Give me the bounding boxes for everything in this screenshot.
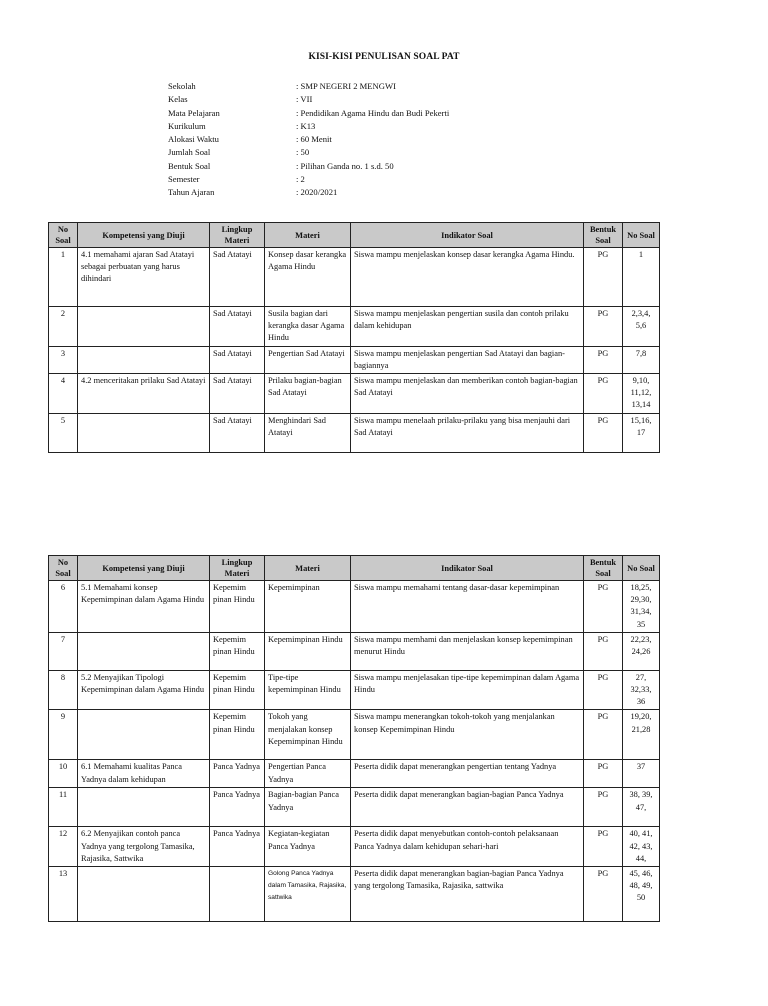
nomor-soal-cell: 27, 32,33, 36: [623, 670, 660, 710]
meta-row-semester: [168, 173, 449, 186]
kompetensi-cell: 6.2 Menyajikan contoh panca Yadnya yang tergolong Tamasika, Rajasika, Sattwika: [78, 827, 210, 867]
bentuk-cell: PG: [584, 374, 623, 414]
materi-cell: Menghindari Sad Atatayi: [265, 413, 351, 452]
lingkup-cell: Panca Yadnya: [210, 788, 265, 827]
indikator-cell: Siswa mampu menjelaskan dan memberikan contoh bagian-bagian Sad Atatayi: [351, 374, 584, 414]
nomor-soal-cell: 15,16, 17: [623, 413, 660, 452]
meta-value: : 2: [296, 174, 305, 185]
header-bentuk-soal: Bentuk Soal: [584, 223, 623, 248]
header-indikator-soal: Indikator Soal: [351, 556, 584, 581]
indikator-cell: Siswa mampu menjelasakan tipe-tipe kepemimpinan dalam Agama Hindu: [351, 670, 584, 710]
indikator-cell: Peserta didik dapat menerangkan bagian-bagian Panca Yadnya: [351, 788, 584, 827]
meta-label: Sekolah: [168, 81, 196, 91]
bentuk-cell: PG: [584, 867, 623, 922]
lingkup-cell: Sad Atatayi: [210, 307, 265, 347]
materi-cell: Konsep dasar kerangka Agama Hindu: [265, 248, 351, 307]
lingkup-cell: [210, 867, 265, 922]
kompetensi-cell: [78, 346, 210, 373]
bentuk-cell: PG: [584, 710, 623, 760]
kompetensi-cell: [78, 867, 210, 922]
nomor-soal-cell: 37: [623, 760, 660, 788]
header-lingkup-materi: Lingkup Materi: [210, 223, 265, 248]
kompetensi-cell: 5.2 Menyajikan Tipologi Kepemimpinan dalam Agama Hindu: [78, 670, 210, 710]
lingkup-cell: Kepemim pinan Hindu: [210, 632, 265, 670]
meta-value: : 50: [296, 147, 310, 158]
nomor-soal-cell: 18,25, 29,30, 31,34, 35: [623, 581, 660, 633]
row-number: 10: [49, 760, 78, 788]
kompetensi-cell: 5.1 Memahami konsep Kepemimpinan dalam Agama Hindu: [78, 581, 210, 633]
header-materi: Materi: [265, 223, 351, 248]
kompetensi-cell: [78, 710, 210, 760]
indikator-cell: Siswa mampu memahami tentang dasar-dasar kepemimpinan: [351, 581, 584, 633]
kisi-kisi-table-2: [48, 555, 660, 922]
materi-cell: Golong Panca Yadnya dalam Tamasika, Rajasika, sattwika: [265, 867, 351, 922]
bentuk-cell: PG: [584, 413, 623, 452]
bentuk-cell: PG: [584, 827, 623, 867]
indikator-cell: Peserta didik dapat menyebutkan contoh-contoh pelaksanaan Panca Yadnya dalam kehidupan sehari-hari: [351, 827, 584, 867]
header-lingkup-materi: Lingkup Materi: [210, 556, 265, 581]
lingkup-cell: Panca Yadnya: [210, 760, 265, 788]
bentuk-cell: PG: [584, 248, 623, 307]
indikator-cell: Peserta didik dapat menerangkan pengertian tentang Yadnya: [351, 760, 584, 788]
lingkup-cell: Sad Atatayi: [210, 374, 265, 414]
table-row: [49, 827, 660, 867]
row-number: 5: [49, 413, 78, 452]
table-row: [49, 581, 660, 633]
kompetensi-cell: 4.2 menceritakan prilaku Sad Atatayi: [78, 374, 210, 414]
table-row: [49, 760, 660, 788]
indikator-cell: Siswa mampu menerangkan tokoh-tokoh yang menjalankan konsep Kepemimpinan Hindu: [351, 710, 584, 760]
indikator-cell: Siswa mampu menjelaskan konsep dasar kerangka Agama Hindu.: [351, 248, 584, 307]
lingkup-cell: Kepemim pinan Hindu: [210, 670, 265, 710]
header-no-soal: No Soal: [49, 556, 78, 581]
row-number: 6: [49, 581, 78, 633]
lingkup-cell: Panca Yadnya: [210, 827, 265, 867]
meta-value: : Pendidikan Agama Hindu dan Budi Pekerti: [296, 107, 450, 118]
meta-row-jumlah-soal: [168, 146, 449, 159]
nomor-soal-cell: 7,8: [623, 346, 660, 373]
table-row: [49, 248, 660, 307]
lingkup-cell: Kepemim pinan Hindu: [210, 710, 265, 760]
meta-label: Tahun Ajaran: [168, 187, 215, 198]
bentuk-cell: PG: [584, 788, 623, 827]
meta-row-mata-pelajaran: [168, 107, 449, 120]
bentuk-cell: PG: [584, 760, 623, 788]
meta-row-kurikulum: [168, 120, 449, 133]
row-number: 9: [49, 710, 78, 760]
meta-row-tahun-ajaran: [168, 186, 449, 199]
header-nomor-soal: No Soal: [623, 223, 660, 248]
meta-label: Alokasi Waktu: [168, 134, 219, 145]
meta-row-kelas: [168, 93, 449, 106]
kompetensi-cell: [78, 307, 210, 347]
table-header-row: [49, 556, 660, 581]
indikator-cell: Siswa mampu menelaah prilaku-prilaku yang bisa menjauhi dari Sad Atatayi: [351, 413, 584, 452]
nomor-soal-cell: 2,3,4, 5,6: [623, 307, 660, 347]
lingkup-cell: Sad Atatayi: [210, 346, 265, 373]
kompetensi-cell: [78, 413, 210, 452]
nomor-soal-cell: 1: [623, 248, 660, 307]
meta-value: : VII: [296, 94, 313, 105]
materi-cell: Prilaku bagian-bagian Sad Atatayi: [265, 374, 351, 414]
header-no-soal: No Soal: [49, 223, 78, 248]
table-row: [49, 632, 660, 670]
kompetensi-cell: 6.1 Memahami kualitas Panca Yadnya dalam kehidupan: [78, 760, 210, 788]
lingkup-cell: Sad Atatayi: [210, 413, 265, 452]
materi-cell: Kepemimpinan Hindu: [265, 632, 351, 670]
meta-label: Kelas: [168, 94, 188, 105]
kompetensi-cell: [78, 788, 210, 827]
nomor-soal-cell: 38, 39, 47,: [623, 788, 660, 827]
row-number: 8: [49, 670, 78, 710]
meta-value: : 60 Menit: [296, 134, 332, 145]
kompetensi-cell: [78, 632, 210, 670]
meta-label: Kurikulum: [168, 120, 206, 131]
bentuk-cell: PG: [584, 670, 623, 710]
bentuk-cell: PG: [584, 581, 623, 633]
materi-cell: Kegiatan-kegiatan Panca Yadnya: [265, 827, 351, 867]
meta-value: : 2020/2021: [296, 187, 338, 198]
meta-label: Mata Pelajaran: [168, 107, 220, 118]
table-row: [49, 788, 660, 827]
indikator-cell: Peserta didik dapat menerangkan bagian-bagian Panca Yadnya yang tergolong Tamasika, Rajasika, sattwika: [351, 867, 584, 922]
row-number: 4: [49, 374, 78, 414]
meta-label: Semester: [168, 174, 200, 185]
indikator-cell: Siswa mampu menjelaskan pengertian susila dan contoh prilaku dalam kehidupan: [351, 307, 584, 347]
row-number: 7: [49, 632, 78, 670]
nomor-soal-cell: 22,23, 24,26: [623, 632, 660, 670]
materi-cell: Susila bagian dari kerangka dasar Agama Hindu: [265, 307, 351, 347]
header-bentuk-soal: Bentuk Soal: [584, 556, 623, 581]
row-number: 3: [49, 346, 78, 373]
header-kompetensi: Kompetensi yang Diuji: [78, 223, 210, 248]
nomor-soal-cell: 45, 46, 48, 49, 50: [623, 867, 660, 922]
meta-value: : SMP NEGERI 2 MENGWI: [296, 81, 396, 91]
bentuk-cell: PG: [584, 307, 623, 347]
materi-cell: Tokoh yang menjalakan konsep Kepemimpinan Hindu: [265, 710, 351, 760]
meta-row-sekolah: [168, 80, 449, 93]
meta-row-bentuk-soal: [168, 160, 449, 173]
table-row: [49, 867, 660, 922]
header-kompetensi: Kompetensi yang Diuji: [78, 556, 210, 581]
indikator-cell: Siswa mampu memhami dan menjelaskan konsep kepemimpinan menurut Hindu: [351, 632, 584, 670]
bentuk-cell: PG: [584, 632, 623, 670]
page-title: KISI-KISI PENULISAN SOAL PAT: [308, 52, 460, 62]
kompetensi-cell: 4.1 memahami ajaran Sad Atatayi sebagai perbuatan yang harus dihindari: [78, 248, 210, 307]
header-nomor-soal: No Soal: [623, 556, 660, 581]
meta-row-alokasi-waktu: [168, 133, 449, 146]
row-number: 11: [49, 788, 78, 827]
nomor-soal-cell: 9,10, 11,12, 13,14: [623, 374, 660, 414]
header-materi: Materi: [265, 556, 351, 581]
materi-cell: Pengertian Panca Yadnya: [265, 760, 351, 788]
indikator-cell: Siswa mampu menjelaskan pengertian Sad Atatayi dan bagian-bagiannya: [351, 346, 584, 373]
table-row: [49, 346, 660, 373]
row-number: 12: [49, 827, 78, 867]
materi-cell: Tipe-tipe kepemimpinan Hindu: [265, 670, 351, 710]
row-number: 1: [49, 248, 78, 307]
table-row: [49, 307, 660, 347]
lingkup-cell: Sad Atatayi: [210, 248, 265, 307]
bentuk-cell: PG: [584, 346, 623, 373]
table-row: [49, 413, 660, 452]
lingkup-cell: Kepemim pinan Hindu: [210, 581, 265, 633]
meta-value: : K13: [296, 120, 316, 131]
meta-label: Jumlah Soal: [168, 147, 211, 158]
table-row: [49, 710, 660, 760]
header-indikator-soal: Indikator Soal: [351, 223, 584, 248]
table-row: [49, 374, 660, 414]
meta-label: Bentuk Soal: [168, 160, 211, 171]
table-header-row: [49, 223, 660, 248]
meta-value: : Pilihan Ganda no. 1 s.d. 50: [296, 160, 394, 171]
document-metadata: [168, 80, 449, 200]
row-number: 2: [49, 307, 78, 347]
nomor-soal-cell: 40, 41, 42, 43, 44,: [623, 827, 660, 867]
table-row: [49, 670, 660, 710]
kisi-kisi-table-1: [48, 222, 660, 453]
materi-cell: Kepemimpinan: [265, 581, 351, 633]
materi-cell: Bagian-bagian Panca Yadnya: [265, 788, 351, 827]
nomor-soal-cell: 19,20, 21,28: [623, 710, 660, 760]
materi-cell: Pengertian Sad Atatayi: [265, 346, 351, 373]
row-number: 13: [49, 867, 78, 922]
